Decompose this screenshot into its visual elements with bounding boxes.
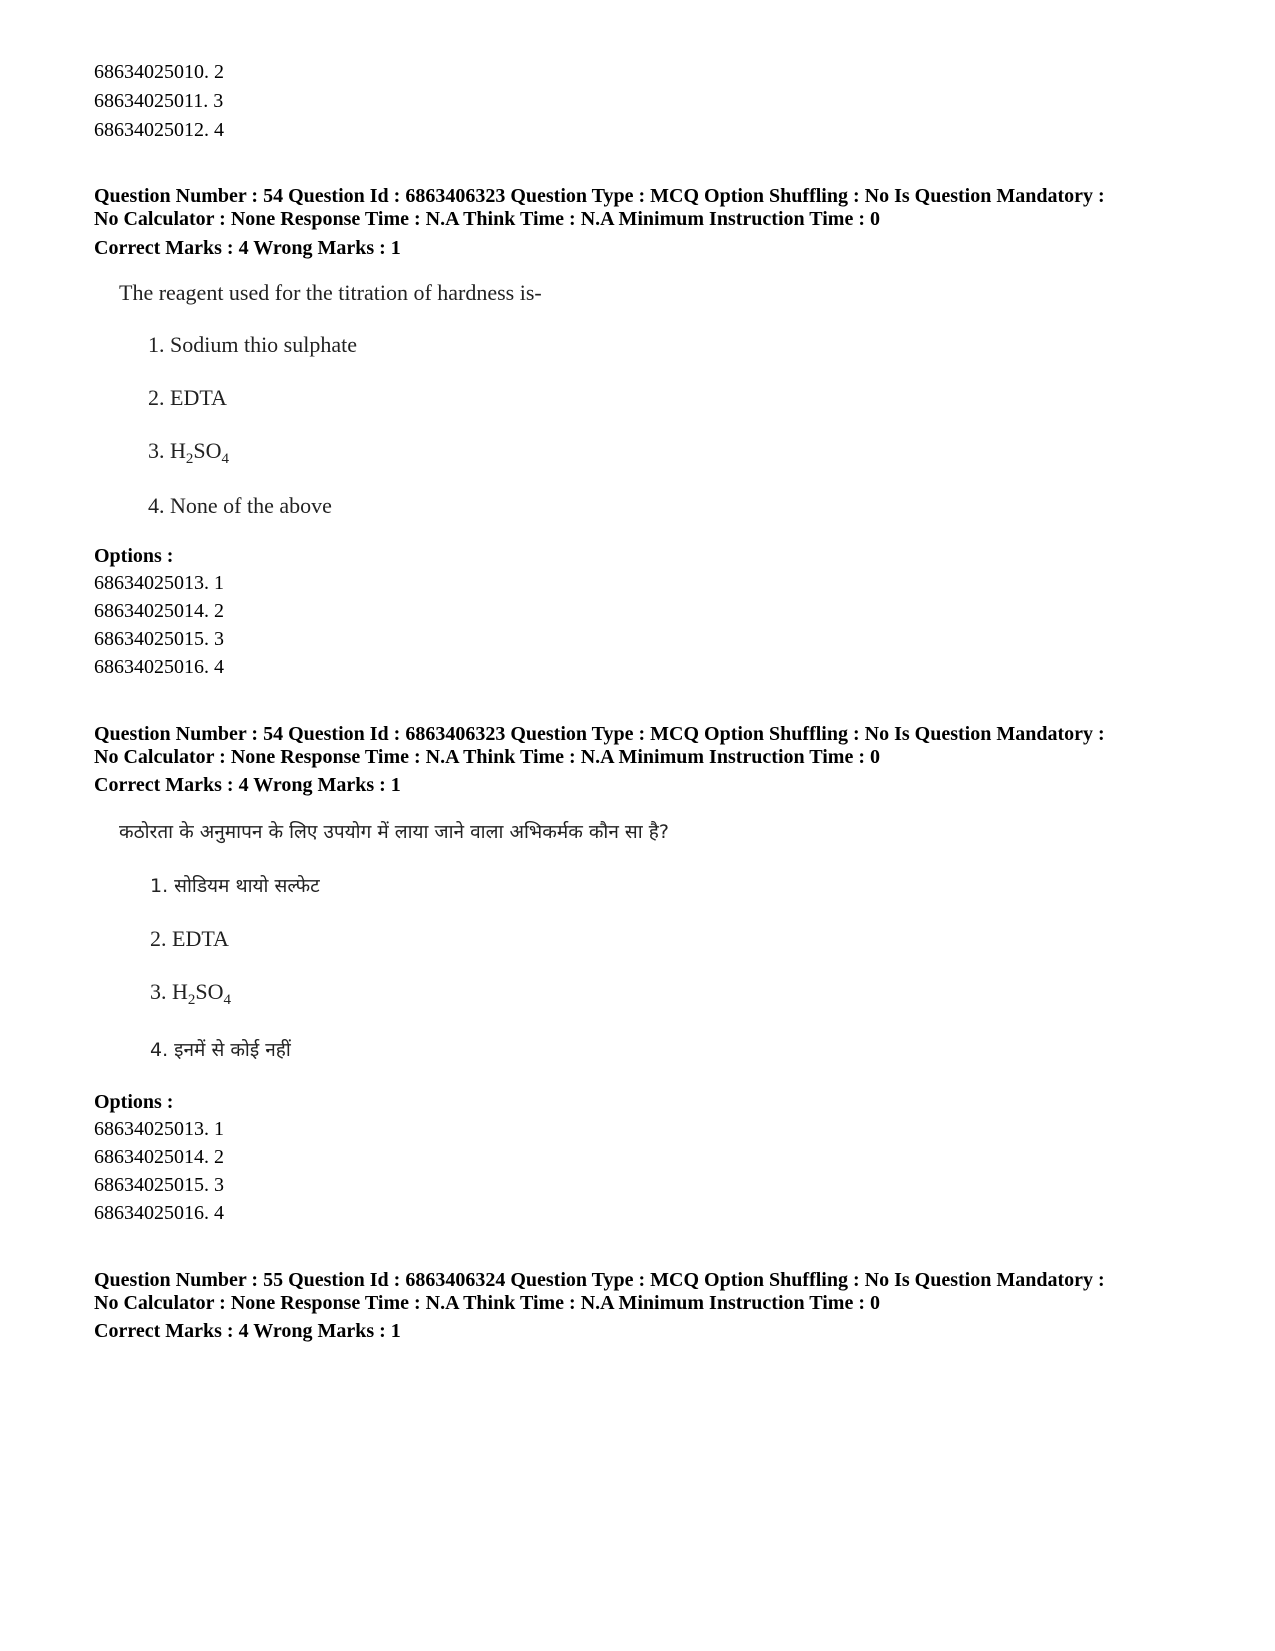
choice-item: 3. $H_2SO_4$ (150, 979, 232, 1008)
options-label: Options : (94, 1091, 174, 1113)
choice-item: 3. $H_2SO_4$ (148, 438, 230, 467)
choice-item: 2. EDTA (148, 385, 227, 410)
option-line: 68634025015. 3 (94, 628, 224, 650)
choice-item: 4. इनमें से कोई नहीं (150, 1039, 291, 1061)
options-label: Options : (94, 545, 174, 567)
option-line: 68634025012. 4 (94, 119, 224, 141)
marks-line: Correct Marks : 4 Wrong Marks : 1 (94, 774, 401, 796)
question-header: Question Number : 54 Question Id : 6863406323 Question Type : MCQ Option Shuffling : No Is Question Mandatory : (94, 185, 1105, 207)
option-line: 68634025013. 1 (94, 572, 224, 594)
choice-item: 1. सोडियम थायो सल्फेट (150, 875, 320, 897)
option-line: 68634025014. 2 (94, 600, 224, 622)
choice-item: 4. None of the above (148, 493, 332, 518)
choice-item: 1. Sodium thio sulphate (148, 332, 357, 357)
option-line: 68634025016. 4 (94, 656, 224, 678)
question-text: कठोरता के अनुमापन के लिए उपयोग में लाया जाने वाला अभिकर्मक कौन सा है? (119, 821, 669, 843)
option-line: 68634025015. 3 (94, 1174, 224, 1196)
question-header: Question Number : 54 Question Id : 6863406323 Question Type : MCQ Option Shuffling : No Is Question Mandatory : (94, 723, 1105, 745)
marks-line: Correct Marks : 4 Wrong Marks : 1 (94, 1320, 401, 1342)
choice-item: 2. EDTA (150, 926, 229, 951)
question-header: No Calculator : None Response Time : N.A Think Time : N.A Minimum Instruction Time : 0 (94, 746, 880, 768)
question-image (94, 818, 994, 1078)
question-image (94, 280, 994, 540)
question-text: The reagent used for the titration of hardness is- (119, 280, 542, 305)
option-line: 68634025011. 3 (94, 90, 224, 112)
option-line: 68634025014. 2 (94, 1146, 224, 1168)
question-header: Question Number : 55 Question Id : 6863406324 Question Type : MCQ Option Shuffling : No Is Question Mandatory : (94, 1269, 1105, 1291)
option-line: 68634025010. 2 (94, 61, 224, 83)
option-line: 68634025013. 1 (94, 1118, 224, 1140)
question-header: No Calculator : None Response Time : N.A Think Time : N.A Minimum Instruction Time : 0 (94, 208, 880, 230)
question-header: No Calculator : None Response Time : N.A Think Time : N.A Minimum Instruction Time : 0 (94, 1292, 880, 1314)
marks-line: Correct Marks : 4 Wrong Marks : 1 (94, 237, 401, 259)
option-line: 68634025016. 4 (94, 1202, 224, 1224)
